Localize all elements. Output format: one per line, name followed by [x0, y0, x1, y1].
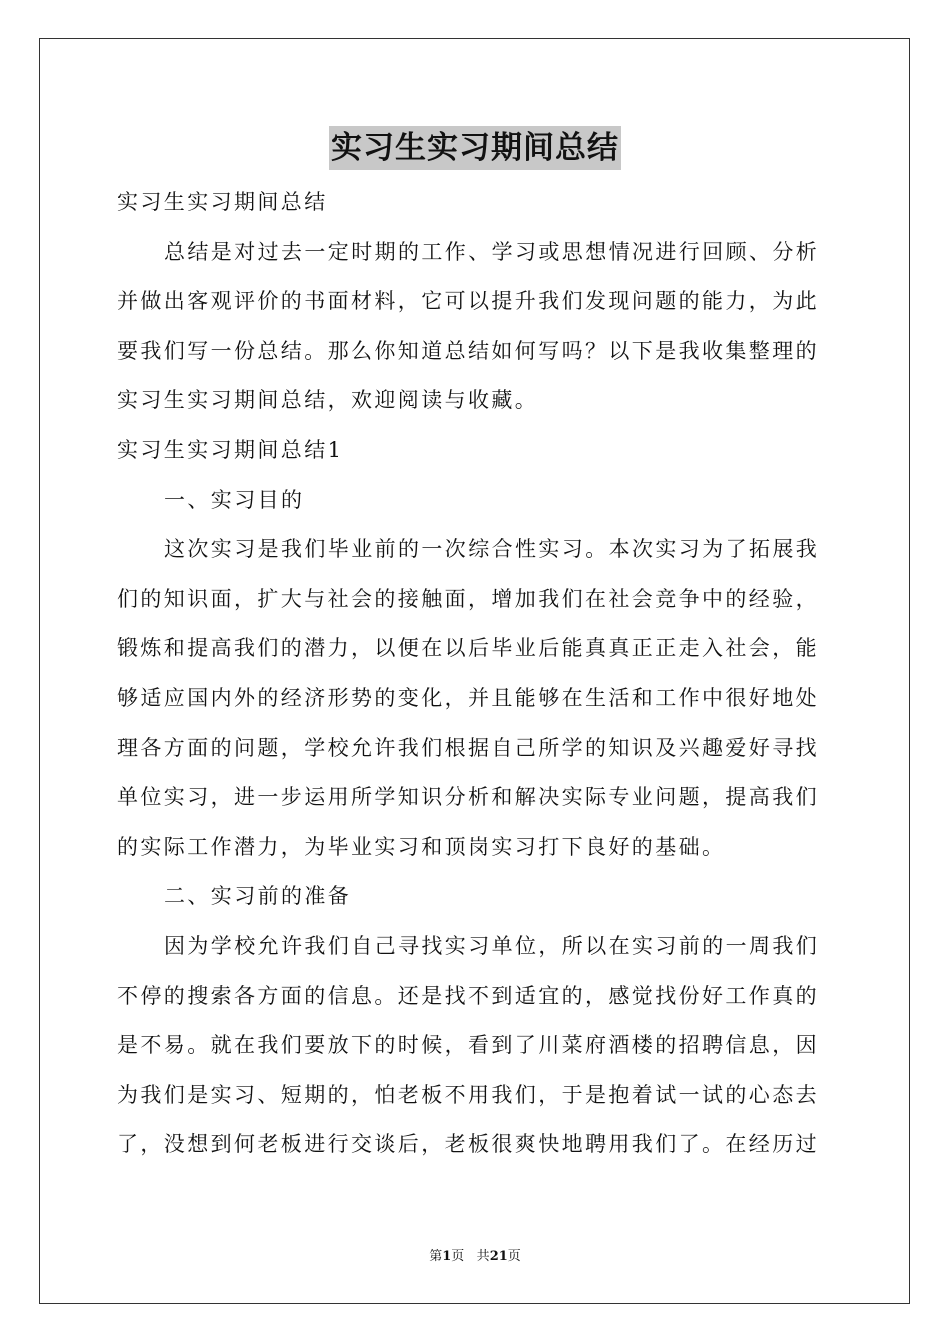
document-body	[117, 178, 833, 1170]
body-line: 锻炼和提高我们的潜力，以便在以后毕业后能真真正正走入社会，能	[117, 636, 819, 661]
page-suffix: 页	[451, 1249, 465, 1264]
body-line: 单位实习，进一步运用所学知识分析和解决实际专业问题，提高我们	[117, 785, 819, 810]
page-prefix: 第	[429, 1249, 443, 1264]
body-line: 们的知识面，扩大与社会的接触面，增加我们在社会竞争中的经验，	[117, 586, 819, 611]
document-title: 实习生实习期间总结	[329, 126, 621, 170]
body-line: 因为学校允许我们自己寻找实习单位，所以在实习前的一周我们	[164, 933, 820, 958]
body-line: 这次实习是我们毕业前的一次综合性实习。本次实习为了拓展我	[164, 537, 820, 562]
body-line: 总结是对过去一定时期的工作、学习或思想情况进行回顾、分析	[164, 239, 820, 264]
title-wrap	[0, 126, 950, 170]
body-line: 理各方面的问题，学校允许我们根据自己所学的知识及兴趣爱好寻找	[117, 735, 819, 760]
total-prefix: 共	[476, 1249, 490, 1264]
body-line: 了，没想到何老板进行交谈后，老板很爽快地聘用我们了。在经历过	[117, 1132, 819, 1157]
body-line-subtitle: 实习生实习期间总结	[117, 190, 328, 214]
body-line: 实习生实习期间总结，欢迎阅读与收藏。	[117, 388, 539, 413]
body-line: 并做出客观评价的书面材料，它可以提升我们发现问题的能力，为此	[117, 289, 819, 314]
body-line: 是不易。就在我们要放下的时候，看到了川菜府酒楼的招聘信息，因	[117, 1033, 819, 1058]
page-footer	[0, 1248, 950, 1266]
body-line: 够适应国内外的经济形势的变化，并且能够在生活和工作中很好地处	[117, 685, 819, 710]
page-number: 1	[442, 1249, 452, 1264]
sub-heading: 二、实习前的准备	[164, 884, 352, 909]
total-pages: 21	[489, 1249, 508, 1264]
section-heading: 实习生实习期间总结1	[117, 437, 344, 462]
body-line: 为我们是实习、短期的，怕老板不用我们，于是抱着试一试的心态去	[117, 1082, 819, 1107]
body-line: 的实际工作潜力，为毕业实习和顶岗实习打下良好的基础。	[117, 834, 726, 859]
body-line: 要我们写一份总结。那么你知道总结如何写吗？以下是我收集整理的	[117, 338, 819, 363]
sub-heading: 一、实习目的	[164, 487, 305, 512]
body-line: 不停的搜索各方面的信息。还是找不到适宜的，感觉找份好工作真的	[117, 983, 819, 1008]
total-suffix: 页	[507, 1249, 521, 1264]
